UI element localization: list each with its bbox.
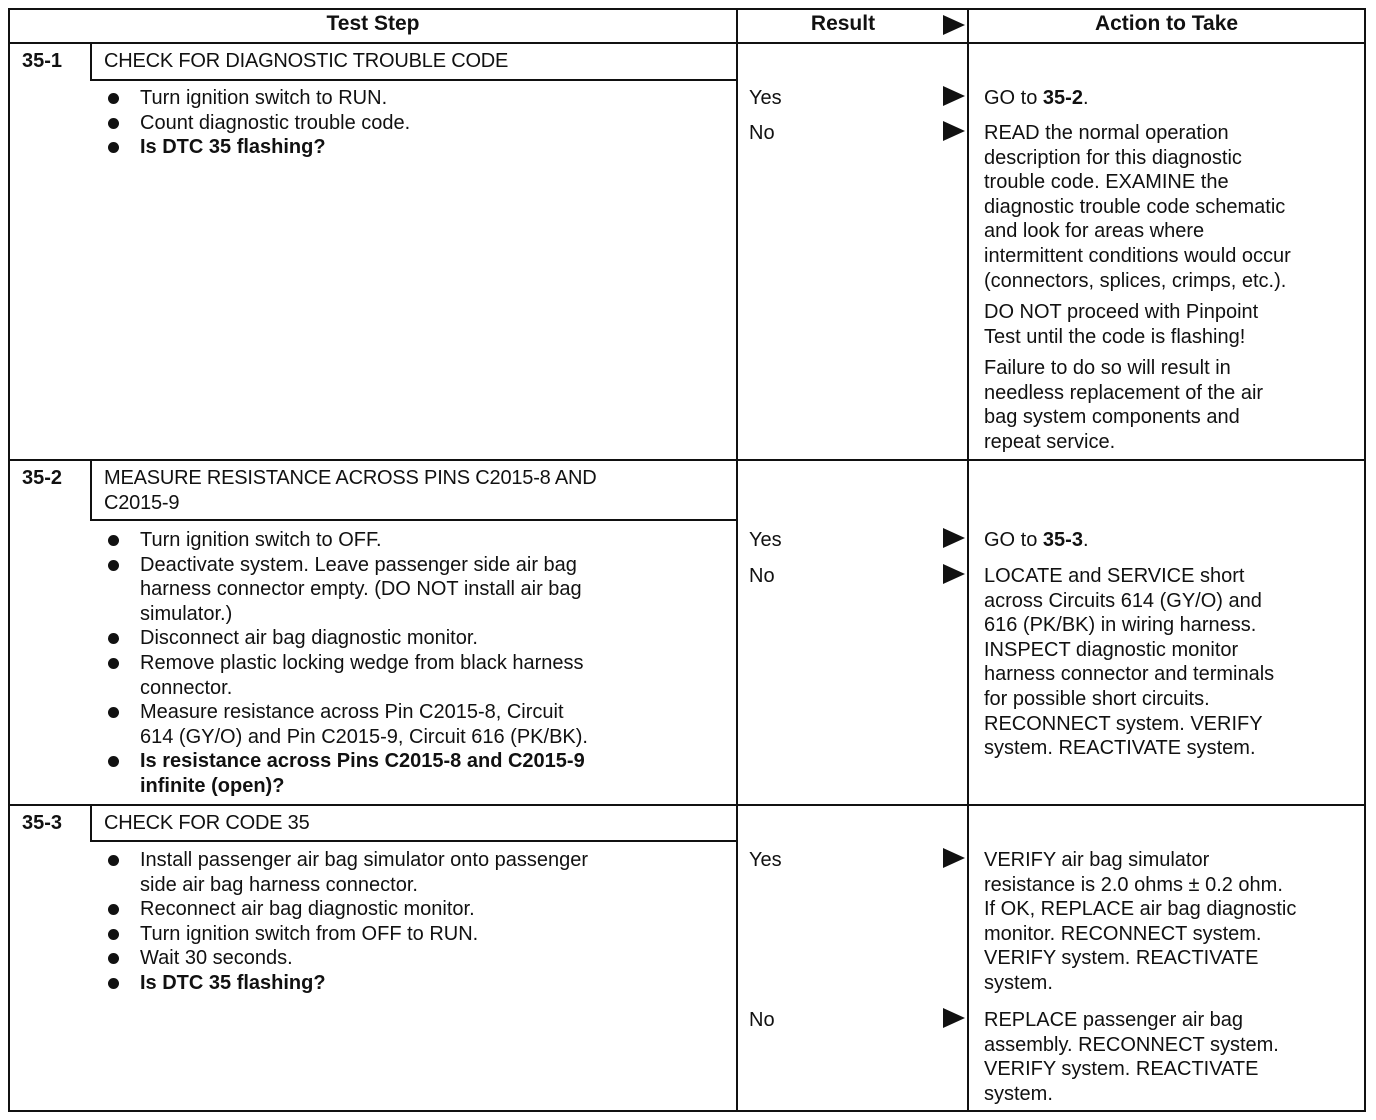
step-divider-35-2 — [8, 459, 1366, 461]
header-result: Result — [810, 12, 876, 35]
result-no-label: No — [749, 1009, 775, 1031]
action-text: GO to 35-2. — [984, 87, 1089, 109]
instruction-item: Turn ignition switch from OFF to RUN. — [102, 922, 588, 947]
action-text: LOCATE and SERVICE short across Circuits 614 (GY/O) and 616 (PK/BK) in wiring harness. INSPECT diagnostic monitor harness connector and terminals for possible short circuits. RECONNECT system. VERIFY system. REACTIVATE system. — [984, 565, 1275, 760]
instruction-item: Disconnect air bag diagnostic monitor. — [102, 626, 588, 651]
action-text: GO to 35-3. — [984, 529, 1089, 551]
instruction-question: Is DTC 35 flashing? — [102, 135, 410, 160]
table-border-bottom — [8, 1110, 1366, 1112]
table-border-top — [8, 8, 1366, 10]
instruction-item: Deactivate system. Leave passenger side air bag harness connector empty. (DO NOT install air bag simulator.) — [102, 553, 588, 627]
step-title: MEASURE RESISTANCE ACROSS PINS C2015-8 AND C2015-9 — [104, 467, 597, 514]
instruction-item: Reconnect air bag diagnostic monitor. — [102, 897, 588, 922]
instruction-item: Turn ignition switch to RUN. — [102, 86, 410, 111]
result-arrow-icon — [943, 848, 965, 868]
step-number: 35-3 — [22, 812, 63, 834]
step-divider-35-3 — [8, 804, 1366, 806]
number-cell-divider-35-1 — [90, 42, 92, 81]
number-cell-divider-35-2 — [90, 459, 92, 521]
step-title: CHECK FOR DIAGNOSTIC TROUBLE CODE — [104, 50, 509, 72]
result-no-label: No — [749, 122, 775, 144]
step-instruction-list — [102, 528, 588, 799]
column-divider-action — [967, 8, 969, 1112]
result-no-label: No — [749, 565, 775, 587]
instruction-question: Is resistance across Pins C2015-8 and C2015-9 infinite (open)? — [102, 749, 588, 798]
result-arrow-icon — [943, 86, 965, 106]
result-arrow-icon — [943, 528, 965, 548]
result-yes-label: Yes — [749, 529, 782, 551]
instruction-item: Measure resistance across Pin C2015-8, Circuit 614 (GY/O) and Pin C2015-9, Circuit 616 (PK/BK). — [102, 700, 588, 749]
action-warning-text: Failure to do so will result in needless replacement of the air bag system components and repeat service. — [984, 357, 1264, 453]
action-text: READ the normal operation description for this diagnostic trouble code. EXAMINE the diagnostic trouble code schematic and look for areas where intermittent conditions would occur (connectors, splices, crimps, etc.). — [984, 122, 1291, 292]
result-arrow-icon — [943, 1008, 965, 1028]
step-instruction-list — [102, 848, 588, 996]
step-number: 35-1 — [22, 50, 63, 72]
title-underline-35-1 — [90, 79, 738, 81]
result-arrow-icon — [943, 564, 965, 584]
instruction-item: Install passenger air bag simulator onto passenger side air bag harness connector. — [102, 848, 588, 897]
action-warning-text: DO NOT proceed with Pinpoint Test until the code is flashing! — [984, 301, 1259, 348]
column-divider-result — [736, 8, 738, 1112]
instruction-item: Turn ignition switch to OFF. — [102, 528, 588, 553]
instruction-item: Wait 30 seconds. — [102, 946, 588, 971]
step-instruction-list — [102, 86, 410, 160]
header-divider — [8, 42, 1366, 44]
table-border-left — [8, 8, 10, 1112]
instruction-question: Is DTC 35 flashing? — [102, 971, 588, 996]
action-text: REPLACE passenger air bag assembly. RECONNECT system. VERIFY system. REACTIVATE system. — [984, 1009, 1279, 1105]
header-arrow-icon — [943, 15, 965, 35]
title-underline-35-2 — [90, 519, 738, 521]
header-action: Action to Take — [1094, 12, 1239, 35]
header-test-step: Test Step — [326, 12, 420, 35]
table-border-right — [1364, 8, 1366, 1112]
number-cell-divider-35-3 — [90, 804, 92, 842]
result-arrow-icon — [943, 121, 965, 141]
result-yes-label: Yes — [749, 849, 782, 871]
result-yes-label: Yes — [749, 87, 782, 109]
instruction-item: Remove plastic locking wedge from black harness connector. — [102, 651, 588, 700]
step-number: 35-2 — [22, 467, 63, 489]
step-title: CHECK FOR CODE 35 — [104, 812, 310, 834]
title-underline-35-3 — [90, 840, 738, 842]
instruction-item: Count diagnostic trouble code. — [102, 111, 410, 136]
action-text: VERIFY air bag simulator resistance is 2.0 ohms ± 0.2 ohm. If OK, REPLACE air bag diagnostic monitor. RECONNECT system. VERIFY system. REACTIVATE system. — [984, 849, 1297, 994]
